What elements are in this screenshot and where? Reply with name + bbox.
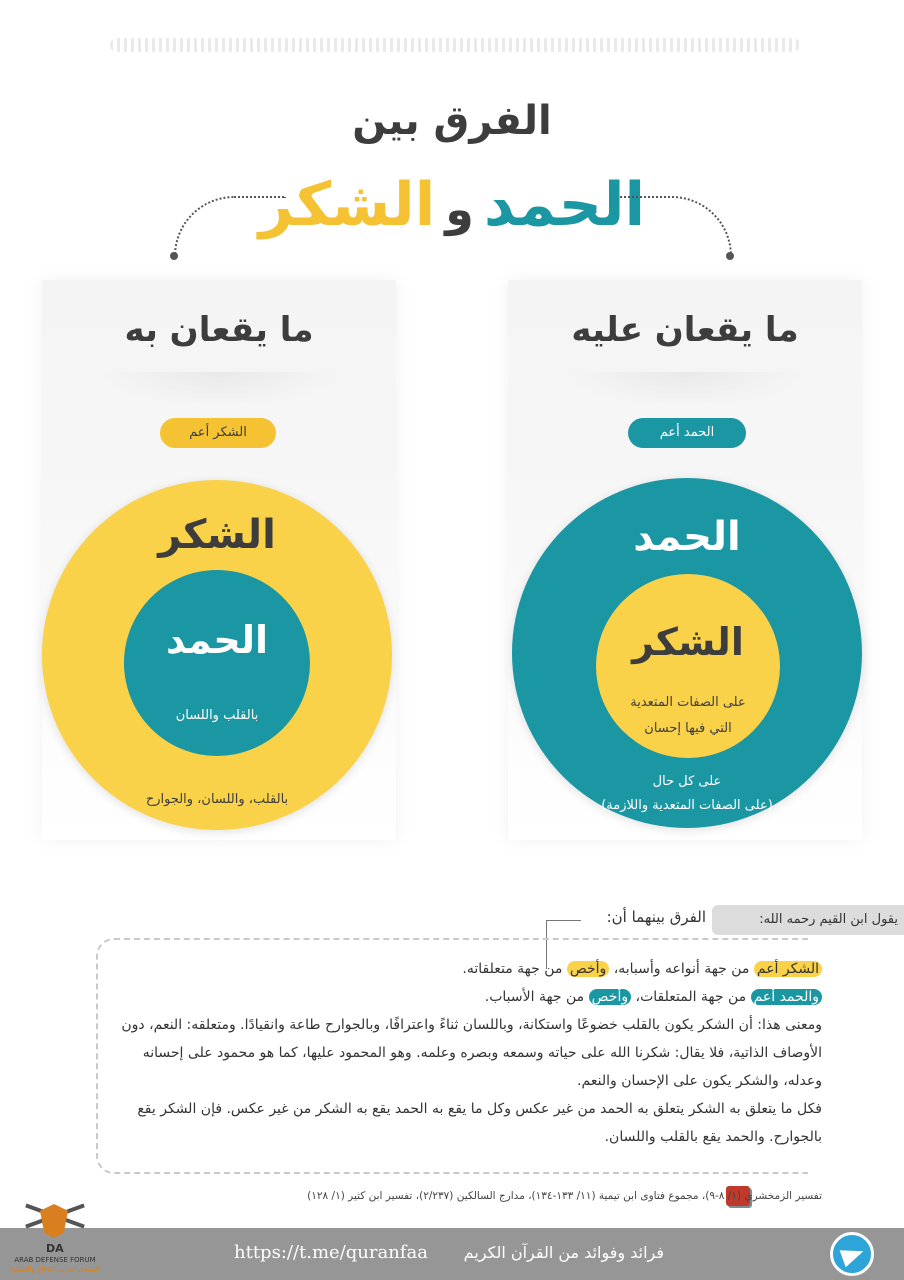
logo-shield-icon	[40, 1204, 68, 1238]
quote-attribution-tab: يقول ابن القيم رحمه الله:	[712, 905, 904, 935]
footer-channel-name: فرائد وفوائد من القرآن الكريم	[463, 1243, 664, 1262]
left-connector-dot	[170, 252, 178, 260]
top-decoration	[110, 38, 800, 52]
left-panel-notch	[99, 372, 339, 406]
shukr-inner-sublabel	[596, 690, 780, 742]
highlight-hamd-broader: والحمد أعم	[751, 989, 822, 1005]
logo-initials: DA	[46, 1242, 64, 1255]
quote-line-1-mid: من جهة أنواعه وأسبابه،	[609, 961, 754, 977]
quote-line-2	[116, 983, 822, 1011]
quote-lead: الفرق بينهما أن:	[606, 908, 706, 926]
shukr-inner-sublabel-1: على الصفات المتعدية	[630, 695, 746, 710]
hamd-outer-sublabel	[512, 770, 862, 818]
quote-line-2-mid: من جهة المتعلقات،	[631, 989, 751, 1005]
logo-name: ARAB DEFENSE FORUM	[14, 1256, 96, 1264]
telegram-icon[interactable]	[830, 1232, 874, 1276]
forum-logo	[6, 1196, 104, 1276]
quote-paragraph-1: ومعنى هذا: أن الشكر يكون بالقلب خضوعًا واستكانة، وباللسان ثناءً واعترافًا، وبالجوارح طاعة وانقيادًا. ومتعلقه: النعم، دون الأوصاف الذاتية، فلا يقال: شكرنا الله على حياته وسمعه وبصره وعلمه. وهو المحمود عليها، كما هو محمود على إحسانه وعدله، والشكر يكون على الإحسان والنعم.	[121, 1017, 822, 1089]
hamd-outer-sublabel-1: على كل حال	[652, 774, 722, 789]
quote-line-1	[116, 955, 822, 983]
hamd-outer-sublabel-2: (على الصفات المتعدية واللازمة)	[601, 798, 773, 813]
quote-line-2-end: من جهة الأسباب.	[484, 989, 589, 1005]
title-shukr: الشكر	[258, 170, 436, 240]
right-panel-heading: ما يقعان عليه	[571, 310, 799, 350]
hamd-inner-sublabel: بالقلب واللسان	[175, 708, 259, 723]
shukr-outer-sublabel: بالقلب، واللسان، والجوارح	[145, 792, 289, 807]
hamd-outer-label: الحمد	[633, 514, 741, 560]
right-panel-notch	[565, 372, 805, 406]
references: تفسير الزمخشري (١/ ٨-٩)، مجموع فتاوى ابن تيمية (١١/ ١٣٣-١٣٤)، مدارج السالكين (٢/٢٣٧)، تفسير ابن كثير (١/ ١٢٨)	[307, 1190, 822, 1202]
quote-paragraph-2: فكل ما يتعلق به الشكر يتعلق به الحمد من غير عكس وكل ما يقع به الحمد يقع به الشكر من غير عكس. فإن الشكر يقع بالجوارح. والحمد يقع بالقلب واللسان.	[137, 1101, 822, 1145]
page-title	[0, 170, 904, 240]
shukr-outer-label: الشكر	[158, 512, 276, 558]
telegram-plane-icon	[840, 1243, 867, 1267]
telegram-link[interactable]: https://t.me/quranfaa	[234, 1242, 428, 1263]
shukr-inner-label: الشكر	[632, 620, 744, 664]
highlight-shukr-broader: الشكر أعم	[754, 961, 822, 977]
quote-line-1-end: من جهة متعلقاته.	[462, 961, 567, 977]
highlight-more-specific-2: وأخص	[589, 989, 631, 1005]
title-line1: الفرق بين	[352, 98, 552, 144]
left-panel-heading: ما يقعان به	[124, 310, 314, 350]
title-hamd: الحمد	[483, 170, 646, 240]
shukr-broader-badge: الشكر أعم	[160, 418, 276, 448]
shukr-inner-sublabel-2: التي فيها إحسان	[644, 721, 732, 736]
hamd-inner-label: الحمد	[165, 618, 269, 662]
hamd-broader-badge: الحمد أعم	[628, 418, 746, 448]
title-waw: و	[445, 182, 474, 236]
right-connector-dot	[726, 252, 734, 260]
logo-subtitle: المنتدى العربي للدفاع والتسليح	[10, 1265, 100, 1273]
hamd-inner-circle	[124, 570, 310, 756]
highlight-more-specific-1: وأخص	[567, 961, 609, 977]
quote-body	[116, 955, 822, 1151]
